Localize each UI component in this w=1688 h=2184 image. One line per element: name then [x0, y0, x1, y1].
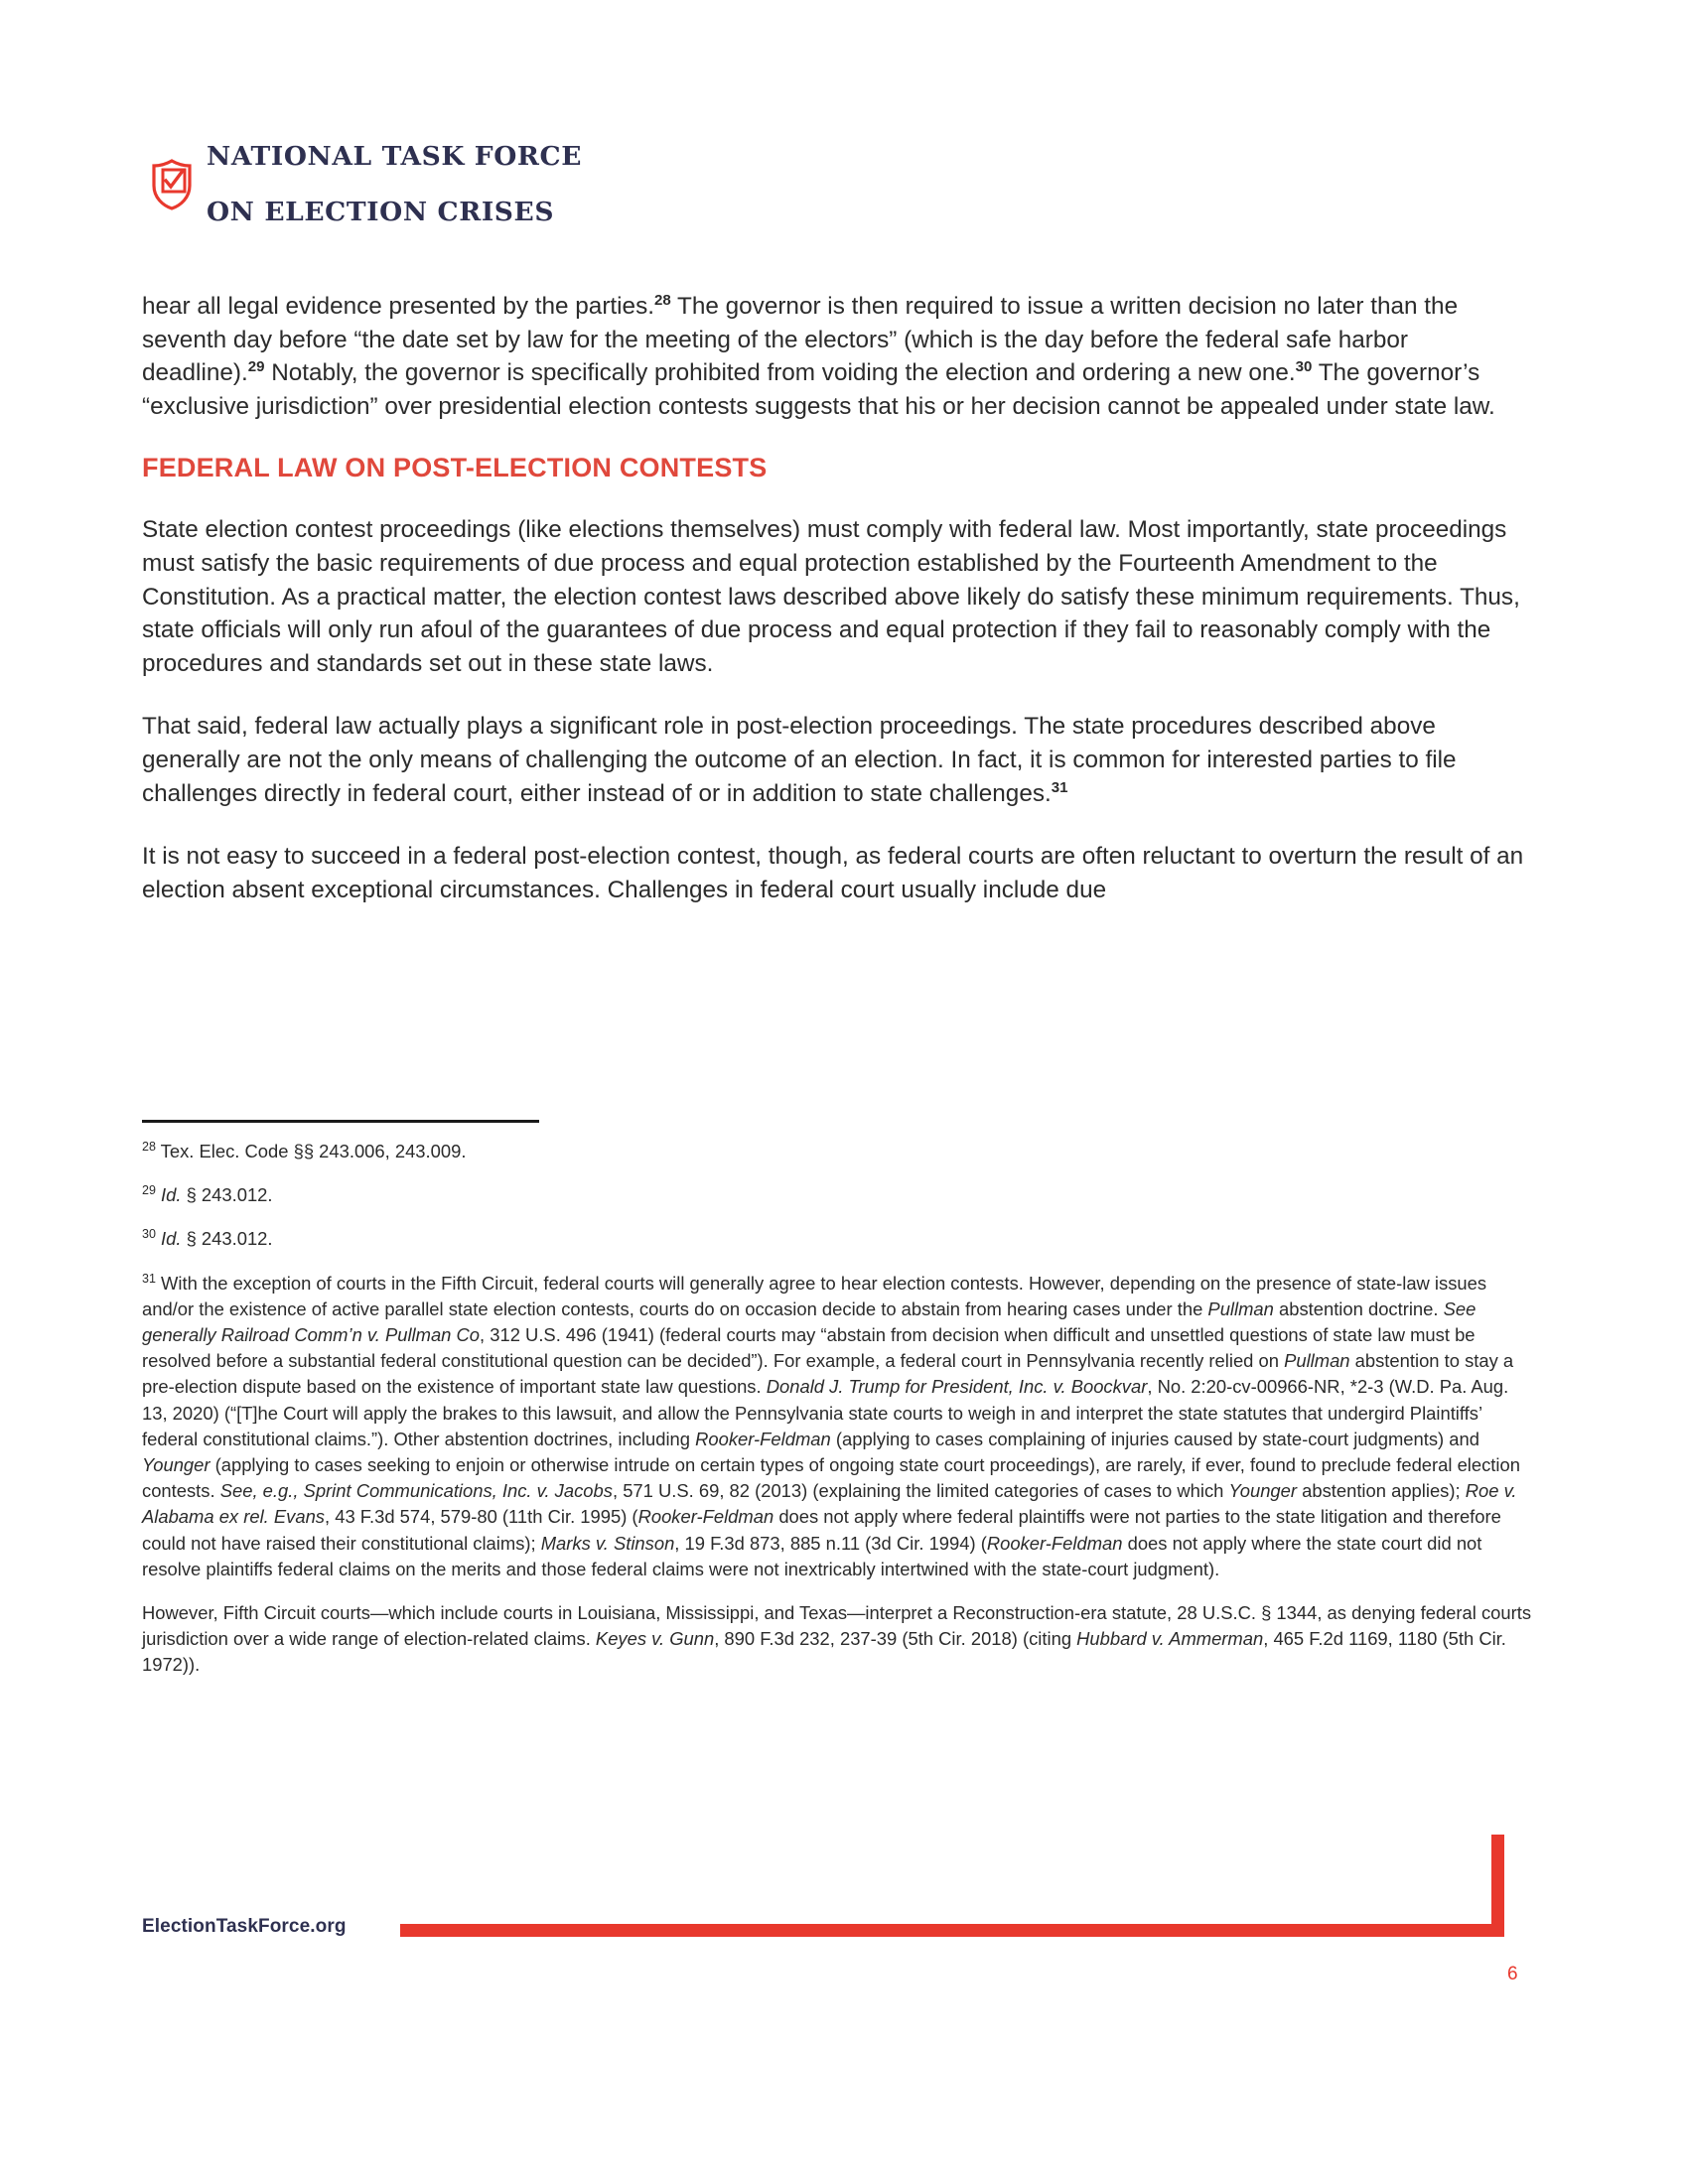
citation-italic: Rooker-Feldman — [986, 1532, 1123, 1554]
citation-italic: Marks v. Stinson — [540, 1532, 675, 1554]
footnote-text: However, Fifth Circuit courts—which include courts in Louisiana, Mississippi, and Texas—interpret a Reconstruction-era statute, 28 U.S.C. § 1344, as denying federal courts jurisdiction over a wide range of election-related claims. — [142, 1602, 1532, 1650]
footnote-text: , 19 F.3d 873, 885 n.11 (3d Cir. 1994) ( — [674, 1532, 987, 1554]
footnote-text: does not apply where the state court did not resolve plaintiffs federal claims on the merits and those federal claims were not inextricably intertwined with the state-court judgment). — [142, 1532, 1482, 1579]
footnote-ref-30[interactable]: 30 — [1295, 358, 1313, 376]
footnote-text: With the exception of courts in the Fifth Circuit, federal courts will generally agree to hear election contests. However, depending on the presence of state-law issues and/or the existence of active parallel state election contests, courts do on occasion decide to abstain from hearing cases under the — [142, 1272, 1487, 1319]
footnote-text: Tex. Elec. Code §§ 243.006, 243.009. — [155, 1141, 467, 1161]
footnote-text: § 243.012. — [181, 1184, 273, 1206]
footnote-text: abstention to stay a pre-election dispute based on the existence of important state law questions. — [142, 1350, 1514, 1398]
org-name-line2: ON ELECTION CRISES — [207, 197, 555, 228]
p1-seg1: hear all legal evidence presented by the parties. — [142, 293, 654, 320]
footnote-text: , 571 U.S. 69, 82 (2013) (explaining the limited categories of cases to which — [612, 1480, 1229, 1502]
paragraph-continued — [142, 290, 1532, 423]
footnote-text: , No. 2:20-cv-00966-NR, *2-3 (W.D. Pa. Aug. 13, 2020) (“[T]he Court will apply the brakes to this lawsuit, and allow the Pennsylvania state courts to weigh in and interpret the state statutes that undergird Plaintiffs’ federal constitutional claims.”). Other abstention doctrines, including — [142, 1376, 1509, 1449]
p3-seg1: That said, federal law actually plays a significant role in post-election proceedings. The state procedures described above generally are not the only means of challenging the outcome of an election. In fact, it is common for interested parties to file challenges directly in federal court, either instead of or in addition to state challenges. — [142, 713, 1457, 807]
footnote-ref-28[interactable]: 28 — [653, 291, 671, 309]
document-body — [142, 290, 1532, 936]
footnote-continuation — [142, 1600, 1532, 1679]
citation-italic: Donald J. Trump for President, Inc. v. Boockvar — [766, 1376, 1148, 1398]
page-number: 6 — [1507, 1964, 1518, 1984]
footnote-text: abstention doctrine. — [1273, 1297, 1444, 1319]
p1-seg4: The governor’s “exclusive jurisdiction” over presidential election contests suggests that his or her decision cannot be appealed under state law. — [142, 359, 1495, 420]
org-wordmark — [207, 115, 582, 254]
paragraph-not-easy-to-succeed: It is not easy to succeed in a federal post-election contest, though, as federal courts are often reluctant to overturn the result of an election absent exceptional circumstances. Challenges in federal court usually include due — [142, 843, 1524, 903]
footnote-29 — [142, 1182, 1532, 1208]
footer-accent-bar-vertical — [1491, 1835, 1504, 1937]
footnote-ref-29[interactable]: 29 — [247, 358, 265, 376]
footer-website-url[interactable]: ElectionTaskForce.org — [142, 1916, 347, 1937]
footnote-text: , 890 F.3d 232, 237-39 (5th Cir. 2018) (citing — [714, 1628, 1077, 1650]
citation-italic: See, e.g., Sprint Communications, Inc. v. Jacobs — [219, 1480, 613, 1502]
document-header — [151, 115, 582, 254]
citation-italic: Hubbard v. Ammerman — [1076, 1628, 1264, 1650]
footnotes-section — [142, 1120, 1532, 1697]
footnote-text: (applying to cases seeking to enjoin or otherwise intrude on certain types of ongoing state court proceedings), are rarely, if ever, found to preclude federal election contests. — [142, 1454, 1520, 1502]
footnote-number-31[interactable]: 31 — [142, 1271, 156, 1286]
footnote-text: does not apply where federal plaintiffs were not parties to the state litigation and therefore could not have raised their constitutional claims); — [142, 1506, 1501, 1554]
footnote-text: abstention applies); — [1297, 1480, 1466, 1502]
citation-italic: Rooker-Feldman — [695, 1428, 831, 1449]
paragraph-state-contest-proceedings: State election contest proceedings (like elections themselves) must comply with federal law. Most importantly, state proceedings must satisfy the basic requirements of due process and equal protection established by the Fourteenth Amendment to the Constitution. As a practical matter, the election contest laws described above likely do satisfy these minimum requirements. Thus, state officials will only run afoul of the guarantees of due process and equal protection if they fail to reasonably comply with the procedures and standards set out in these state laws. — [142, 516, 1520, 677]
section-heading-federal-law: FEDERAL LAW ON POST-ELECTION CONTESTS — [142, 453, 768, 483]
paragraph-federal-role — [142, 710, 1532, 810]
footnote-text: , 43 F.3d 574, 579-80 (11th Cir. 1995) ( — [325, 1506, 638, 1528]
footnote-31 — [142, 1271, 1532, 1582]
footnote-text: , 312 U.S. 496 (1941) (federal courts may “abstain from decision when difficult and unsettled questions of state law must be resolved before a substantial federal constitutional question can be decided”). For example, a federal court in Pennsylvania recently relied on — [142, 1324, 1476, 1372]
footnote-28 — [142, 1139, 1532, 1164]
citation-italic: Pullman — [1284, 1350, 1350, 1372]
citation-italic: Younger — [142, 1454, 211, 1476]
footnote-text: § 243.012. — [181, 1228, 273, 1250]
footnote-number-29[interactable]: 29 — [142, 1183, 156, 1198]
footnote-list — [142, 1139, 1532, 1679]
shield-checkmark-icon — [151, 159, 193, 210]
org-name-line1: NATIONAL TASK FORCE — [207, 141, 583, 173]
footnote-text: (applying to cases complaining of injuries caused by state-court judgments) and — [830, 1428, 1479, 1449]
citation-italic: Id. — [161, 1228, 182, 1250]
footnote-number-30[interactable]: 30 — [142, 1227, 156, 1242]
citation-italic: Pullman — [1207, 1297, 1274, 1319]
citation-italic: Id. — [161, 1184, 182, 1206]
footnote-text: , 465 F.2d 1169, 1180 (5th Cir. 1972)). — [142, 1628, 1506, 1676]
footer-accent-bar-horizontal — [400, 1924, 1504, 1937]
citation-italic: Roe v. Alabama ex rel. Evans — [142, 1480, 1517, 1528]
p1-seg3: Notably, the governor is specifically prohibited from voiding the election and ordering a new one. — [264, 359, 1296, 387]
citation-italic: Keyes v. Gunn — [595, 1628, 715, 1650]
footnote-number-28[interactable]: 28 — [142, 1139, 156, 1154]
citation-italic: Younger — [1228, 1480, 1297, 1502]
citation-italic: Rooker-Feldman — [637, 1506, 774, 1528]
p1-seg2: The governor is then required to issue a written decision no later than the seventh day before “the date set by law for the meeting of the electors” (which is the day before the federal safe harbor deadline). — [142, 293, 1459, 387]
footnote-separator-rule — [142, 1120, 539, 1123]
footnote-30 — [142, 1226, 1532, 1252]
footnote-ref-31[interactable]: 31 — [1051, 778, 1068, 796]
citation-italic: See generally Railroad Comm’n v. Pullman Co — [142, 1297, 1477, 1346]
